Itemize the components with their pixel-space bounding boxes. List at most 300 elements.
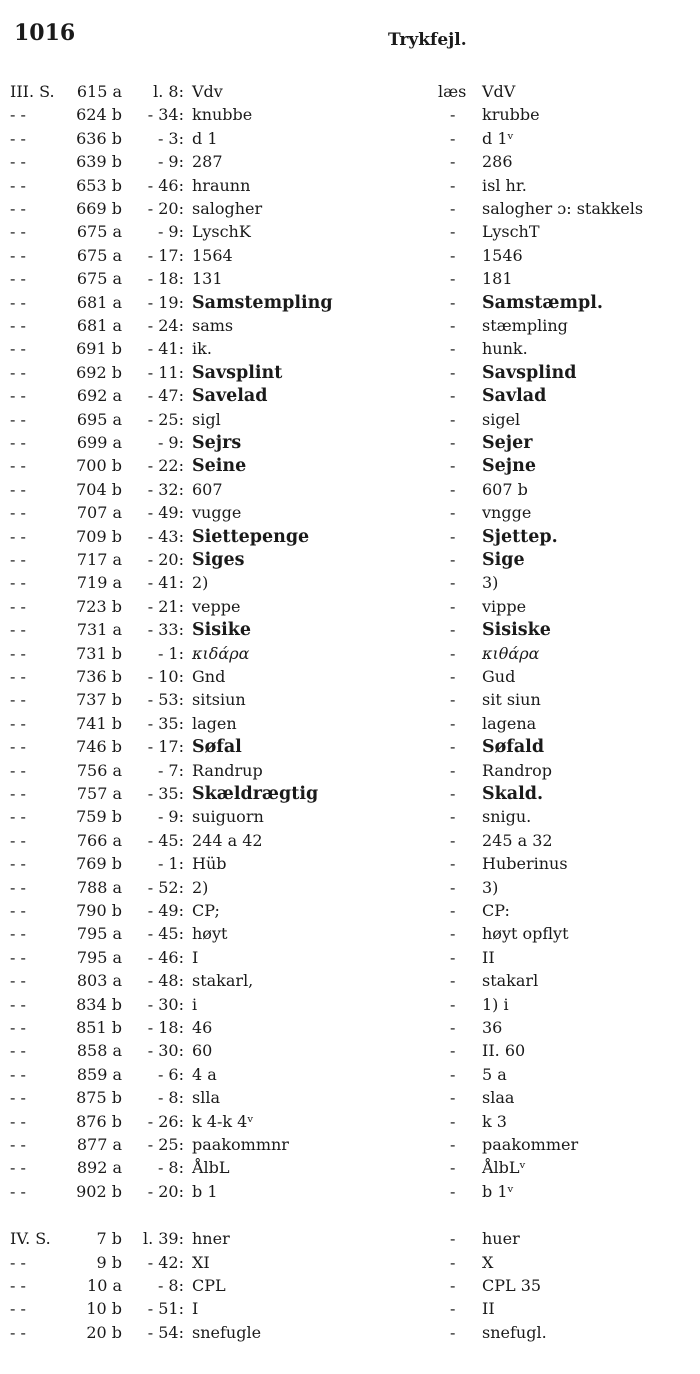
errata-row (0, 1227, 700, 1251)
erroneous-text: 46 (192, 1018, 213, 1037)
volume-ref: - - (10, 1276, 26, 1295)
page-ref: 858 a (76, 1041, 122, 1061)
page-ref: 709 b (76, 526, 122, 546)
erroneous-text: Hüb (192, 854, 227, 874)
corrected-text: Søfald (482, 737, 545, 758)
errata-row (0, 595, 700, 619)
erroneous-text: 287 (192, 152, 223, 172)
line-ref: - 35: (147, 713, 184, 733)
line-ref: - 47: (147, 386, 184, 406)
errata-row (0, 244, 700, 268)
page-ref: 877 a (76, 1135, 122, 1154)
corrected-text: ÅlbLᵛ (482, 1158, 526, 1178)
erroneous-text: 244 a 42 (192, 830, 263, 850)
line-ref: - 32: (147, 479, 184, 499)
page-title: Trykfejl. (388, 30, 467, 50)
line-ref: - 20: (147, 1181, 184, 1201)
erroneous-text: suiguorn (192, 807, 264, 827)
corrected-text: stæmpling (482, 316, 568, 335)
erroneous-text: LyschK (192, 222, 251, 242)
volume-ref: III. S. (10, 82, 55, 101)
page-ref: 681 a (76, 292, 122, 312)
line-ref: - 7: (157, 760, 184, 780)
ditto-mark: - (450, 433, 456, 452)
line-ref: - 3: (157, 128, 184, 148)
corrected-text: 607 b (482, 479, 528, 499)
corrected-text: sigel (482, 409, 521, 429)
corrected-text: snefugl. (482, 1322, 547, 1342)
line-ref: - 30: (147, 994, 184, 1014)
corrected-text: κιθάρα (482, 643, 540, 663)
erroneous-text: snefugle (192, 1322, 262, 1342)
line-ref: - 6: (157, 1064, 184, 1084)
volume-ref: - - (10, 1064, 26, 1084)
page-ref: 692 a (76, 386, 122, 406)
ditto-mark: - (450, 152, 456, 172)
erroneous-text: b 1 (192, 1181, 218, 1201)
ditto-mark: - (450, 386, 456, 406)
corrected-text: lagena (482, 713, 537, 733)
erroneous-text: XI (192, 1252, 210, 1272)
volume-ref: - - (10, 971, 26, 991)
volume-ref: - - (10, 1111, 26, 1131)
erroneous-text: Randrup (192, 760, 263, 780)
erroneous-text: høyt (192, 924, 228, 944)
page-ref: 639 b (76, 152, 122, 172)
errata-row (0, 1063, 700, 1087)
corrected-text: huer (482, 1229, 520, 1249)
volume-ref: - - (10, 479, 26, 499)
volume-ref: - - (10, 1088, 26, 1108)
volume-ref: - - (10, 1299, 26, 1319)
volume-ref: - - (10, 386, 26, 406)
ditto-mark: - (450, 105, 456, 125)
ditto-mark: - (450, 830, 456, 850)
corrected-text: Sige (482, 550, 525, 570)
line-ref: - 18: (147, 1018, 184, 1037)
ditto-mark: - (450, 1252, 456, 1272)
errata-row (0, 525, 700, 549)
volume-ref: - - (10, 199, 26, 218)
errata-row (0, 571, 700, 595)
errata-row (0, 408, 700, 432)
volume-ref: - - (10, 409, 26, 429)
page-ref: 675 a (76, 245, 122, 265)
line-ref: - 25: (147, 409, 184, 429)
ditto-mark: - (450, 807, 456, 827)
errata-row (0, 946, 700, 970)
erroneous-text: slla (192, 1088, 220, 1108)
line-ref: - 17: (147, 245, 184, 265)
page-ref: 795 a (76, 947, 122, 967)
corrected-text: VdV (482, 82, 516, 101)
erroneous-text: Siges (192, 550, 245, 570)
volume-ref: - - (10, 877, 26, 897)
ditto-mark: - (450, 620, 456, 640)
volume-ref: - - (10, 573, 26, 593)
ditto-mark: - (450, 901, 456, 920)
line-ref: - 8: (157, 1276, 184, 1295)
page-ref: 669 b (76, 199, 122, 218)
errata-row (0, 220, 700, 244)
page-ref: 892 a (76, 1158, 122, 1178)
line-ref: - 34: (147, 105, 184, 125)
ditto-mark: - (450, 994, 456, 1014)
corrected-text: Skald. (482, 784, 544, 804)
corrected-text: snigu. (482, 807, 532, 827)
ditto-mark: - (450, 362, 456, 382)
errata-row (0, 267, 700, 291)
erroneous-text: k 4-k 4ᵛ (192, 1111, 254, 1131)
line-ref: - 42: (147, 1252, 184, 1272)
erroneous-text: 4 a (192, 1064, 217, 1084)
corrected-text: CPL 35 (482, 1276, 542, 1295)
page-ref: 859 a (76, 1064, 122, 1084)
volume-ref: - - (10, 994, 26, 1014)
errata-row (0, 969, 700, 993)
volume-ref: - - (10, 550, 26, 569)
line-ref: - 33: (147, 620, 184, 640)
volume-ref: - - (10, 503, 26, 523)
erroneous-text: Samstempling (192, 292, 333, 313)
line-ref: - 10: (147, 667, 184, 686)
line-ref: - 20: (147, 199, 184, 218)
erroneous-text: knubbe (192, 105, 253, 125)
volume-ref: - - (10, 222, 26, 242)
ditto-mark: - (450, 339, 456, 359)
corrected-text: Samstæmpl. (482, 292, 603, 313)
ditto-mark: - (450, 175, 456, 195)
errata-row (0, 150, 700, 174)
page-ref: 636 b (76, 128, 122, 148)
errata-row (0, 1133, 700, 1157)
ditto-mark: - (450, 409, 456, 429)
corrected-text: 245 a 32 (482, 830, 553, 850)
ditto-mark: - (450, 760, 456, 780)
errata-row (0, 478, 700, 502)
ditto-mark: - (450, 503, 456, 523)
page-ref: 692 b (76, 362, 122, 382)
errata-row (0, 1180, 700, 1204)
ditto-mark: - (450, 971, 456, 991)
corrected-text: vippe (482, 596, 527, 616)
line-ref: - 20: (147, 550, 184, 569)
corrected-text: 36 (482, 1018, 503, 1037)
line-ref: - 35: (147, 784, 184, 803)
ditto-mark: - (450, 1158, 456, 1178)
page-ref: 790 b (76, 901, 122, 920)
volume-ref: - - (10, 1252, 26, 1272)
ditto-mark: - (450, 1088, 456, 1108)
volume-ref: - - (10, 901, 26, 920)
corrected-text: paakommer (482, 1135, 579, 1154)
errata-row (0, 337, 700, 361)
ditto-mark: - (450, 854, 456, 874)
corrected-text: b 1ᵛ (482, 1181, 514, 1201)
ditto-mark: - (450, 1018, 456, 1037)
corrected-text: 181 (482, 269, 513, 289)
corrected-text: vngge (482, 503, 532, 523)
errata-row (0, 197, 700, 221)
corrected-text: hunk. (482, 339, 528, 359)
ditto-mark: - (450, 573, 456, 593)
line-ref: - 9: (157, 433, 184, 452)
volume-ref: - - (10, 737, 26, 757)
volume-ref: - - (10, 1158, 26, 1178)
volume-ref: - - (10, 362, 26, 382)
page-ref: 803 a (76, 971, 122, 991)
erroneous-text: 2) (192, 877, 209, 897)
errata-row (0, 1274, 700, 1298)
page-ref: 795 a (76, 924, 122, 944)
errata-row (0, 688, 700, 712)
ditto-mark: - (450, 713, 456, 733)
page-ref: 7 b (96, 1229, 122, 1249)
corrected-text: 1546 (482, 245, 523, 265)
ditto-mark: - (450, 924, 456, 944)
page-ref: 834 b (76, 994, 122, 1014)
erroneous-text: veppe (192, 596, 241, 616)
page-ref: 691 b (76, 339, 122, 359)
page-ref: 757 a (76, 784, 122, 803)
line-ref: - 19: (147, 292, 184, 312)
erroneous-text: salogher (192, 199, 263, 218)
page-ref: 695 a (76, 409, 122, 429)
line-ref: - 24: (147, 316, 184, 335)
line-ref: - 54: (147, 1322, 184, 1342)
erroneous-text: 607 (192, 479, 223, 499)
erroneous-text: sams (192, 316, 234, 335)
volume-ref: - - (10, 924, 26, 944)
errata-row (0, 618, 700, 642)
errata-row (0, 993, 700, 1017)
erroneous-text: Søfal (192, 737, 242, 758)
corrected-text: 1) i (482, 994, 509, 1014)
page-ref: 707 a (76, 503, 122, 523)
page-ref: 653 b (76, 175, 122, 195)
corrected-text: X (482, 1252, 494, 1272)
corrected-text: Sisiske (482, 620, 551, 641)
ditto-mark: - (450, 1181, 456, 1201)
line-ref: - 8: (157, 1088, 184, 1108)
page-ref: 851 b (76, 1018, 122, 1037)
erroneous-text: CP; (192, 901, 220, 920)
ditto-mark: - (450, 1322, 456, 1342)
page-ref: 902 b (76, 1181, 122, 1201)
errata-row (0, 1086, 700, 1110)
volume-ref: - - (10, 269, 26, 289)
line-ref: - 53: (147, 690, 184, 710)
erroneous-text: Savsplint (192, 362, 283, 383)
corrected-text: Sjettep. (482, 526, 558, 547)
line-ref: - 30: (147, 1041, 184, 1061)
line-ref: - 48: (147, 971, 184, 991)
erroneous-text: hraunn (192, 175, 251, 195)
errata-row (0, 876, 700, 900)
errata-row (0, 1039, 700, 1063)
errata-row (0, 899, 700, 923)
corrected-text: salogher ɔ: stakkels (482, 199, 644, 218)
volume-ref: - - (10, 643, 26, 663)
corrected-text: k 3 (482, 1111, 507, 1131)
corrected-text: sit siun (482, 690, 541, 710)
page-ref: 731 b (76, 643, 122, 663)
errata-row (0, 782, 700, 806)
page-ref: 10 a (87, 1276, 122, 1295)
erroneous-text: sigl (192, 409, 221, 429)
ditto-mark: - (450, 947, 456, 967)
line-ref: - 46: (147, 947, 184, 967)
line-ref: - 45: (147, 830, 184, 850)
volume-ref: - - (10, 947, 26, 967)
errata-row (0, 759, 700, 783)
ditto-mark: - (450, 479, 456, 499)
erroneous-text: Vdv (192, 82, 223, 101)
errata-row (0, 642, 700, 666)
erroneous-text: paakommnr (192, 1135, 289, 1154)
page-ref: 20 b (86, 1322, 122, 1342)
volume-ref: - - (10, 152, 26, 172)
ditto-mark: - (450, 1135, 456, 1154)
errata-row (0, 805, 700, 829)
volume-ref: - - (10, 128, 26, 148)
page-ref: 615 a (76, 82, 122, 101)
corrected-text: II. 60 (482, 1041, 526, 1061)
line-ref: - 17: (147, 737, 184, 757)
line-ref: - 41: (147, 339, 184, 359)
corrected-text: Savlad (482, 386, 547, 407)
erroneous-text: CPL (192, 1276, 226, 1295)
volume-ref: - - (10, 1041, 26, 1061)
line-ref: - 51: (147, 1299, 184, 1319)
line-ref: - 25: (147, 1135, 184, 1154)
errata-row (0, 103, 700, 127)
erroneous-text: Gnd (192, 667, 226, 686)
page-ref: 9 b (96, 1252, 122, 1272)
errata-row (0, 127, 700, 151)
volume-ref: - - (10, 713, 26, 733)
erroneous-text: Skældrægtig (192, 784, 319, 804)
ditto-mark: - (450, 1276, 456, 1295)
page-ref: 719 a (76, 573, 122, 593)
errata-row (0, 454, 700, 478)
page-ref: 737 b (76, 690, 122, 710)
line-ref: l. 8: (153, 82, 184, 101)
errata-row (0, 1251, 700, 1275)
errata-row (0, 735, 700, 759)
ditto-mark: - (450, 526, 456, 546)
line-ref: - 1: (157, 643, 184, 663)
ditto-mark: - (450, 316, 456, 335)
page-ref: 766 a (76, 830, 122, 850)
erroneous-text: κιδάρα (192, 643, 250, 663)
erroneous-text: d 1 (192, 128, 218, 148)
errata-row (0, 712, 700, 736)
errata-row (0, 174, 700, 198)
page-ref: 875 b (76, 1088, 122, 1108)
volume-ref: - - (10, 105, 26, 125)
volume-ref: - - (10, 784, 26, 803)
ditto-mark: - (450, 269, 456, 289)
corrected-text: Sejne (482, 456, 536, 477)
volume-ref: - - (10, 830, 26, 850)
errata-row (0, 1156, 700, 1180)
line-ref: l. 39: (142, 1229, 184, 1249)
erroneous-text: 2) (192, 573, 209, 593)
volume-ref: - - (10, 807, 26, 827)
erroneous-text: 131 (192, 269, 223, 289)
errata-row (0, 431, 700, 455)
ditto-mark: - (450, 784, 456, 803)
line-ref: - 43: (147, 526, 184, 546)
line-ref: - 49: (147, 901, 184, 920)
corrected-text: Huberinus (482, 854, 568, 874)
volume-ref: - - (10, 433, 26, 452)
erroneous-text: Siettepenge (192, 526, 310, 547)
corrected-text: 286 (482, 152, 513, 172)
ditto-mark: - (450, 667, 456, 686)
errata-row (0, 922, 700, 946)
corrected-text: II (482, 947, 495, 967)
ditto-mark: - (450, 1111, 456, 1131)
ditto-mark: - (450, 1041, 456, 1061)
erroneous-text: I (192, 947, 199, 967)
ditto-mark: - (450, 550, 456, 569)
erroneous-text: ÅlbL (192, 1158, 230, 1178)
line-ref: - 9: (157, 807, 184, 827)
corrected-text: 3) (482, 877, 499, 897)
corrected-text: isl hr. (482, 175, 527, 195)
line-ref: - 52: (147, 877, 184, 897)
volume-ref: - - (10, 526, 26, 546)
errata-row (0, 361, 700, 385)
volume-ref: - - (10, 760, 26, 780)
page-ref: 675 a (76, 222, 122, 242)
ditto-mark: - (450, 596, 456, 616)
corrected-text: Savsplind (482, 362, 577, 383)
page-ref: 741 b (76, 713, 122, 733)
volume-ref: - - (10, 316, 26, 335)
page-ref: 700 b (76, 456, 122, 476)
errata-row (0, 829, 700, 853)
errata-row (0, 384, 700, 408)
corrected-text: høyt opflyt (482, 924, 569, 944)
errata-row (0, 1110, 700, 1134)
page-ref: 681 a (76, 316, 122, 335)
line-ref: - 49: (147, 503, 184, 523)
errata-row (0, 548, 700, 572)
page-ref: 788 a (76, 877, 122, 897)
ditto-mark: - (450, 737, 456, 757)
ditto-mark: - (450, 199, 456, 218)
errata-row (0, 1297, 700, 1321)
errata-row (0, 501, 700, 525)
erroneous-text: Seine (192, 456, 247, 477)
line-ref: - 11: (147, 362, 184, 382)
line-ref: - 9: (157, 152, 184, 172)
corrected-text: d 1ᵛ (482, 128, 514, 148)
errata-row (0, 852, 700, 876)
ditto-mark: - (450, 877, 456, 897)
errata-row (0, 1016, 700, 1040)
errata-row (0, 1321, 700, 1345)
page-ref: 756 a (76, 760, 122, 780)
ditto-mark: - (450, 245, 456, 265)
page-ref: 10 b (86, 1299, 122, 1319)
erroneous-text: sitsiun (192, 690, 246, 710)
line-ref: - 22: (147, 456, 184, 476)
corrected-text: 3) (482, 573, 499, 593)
